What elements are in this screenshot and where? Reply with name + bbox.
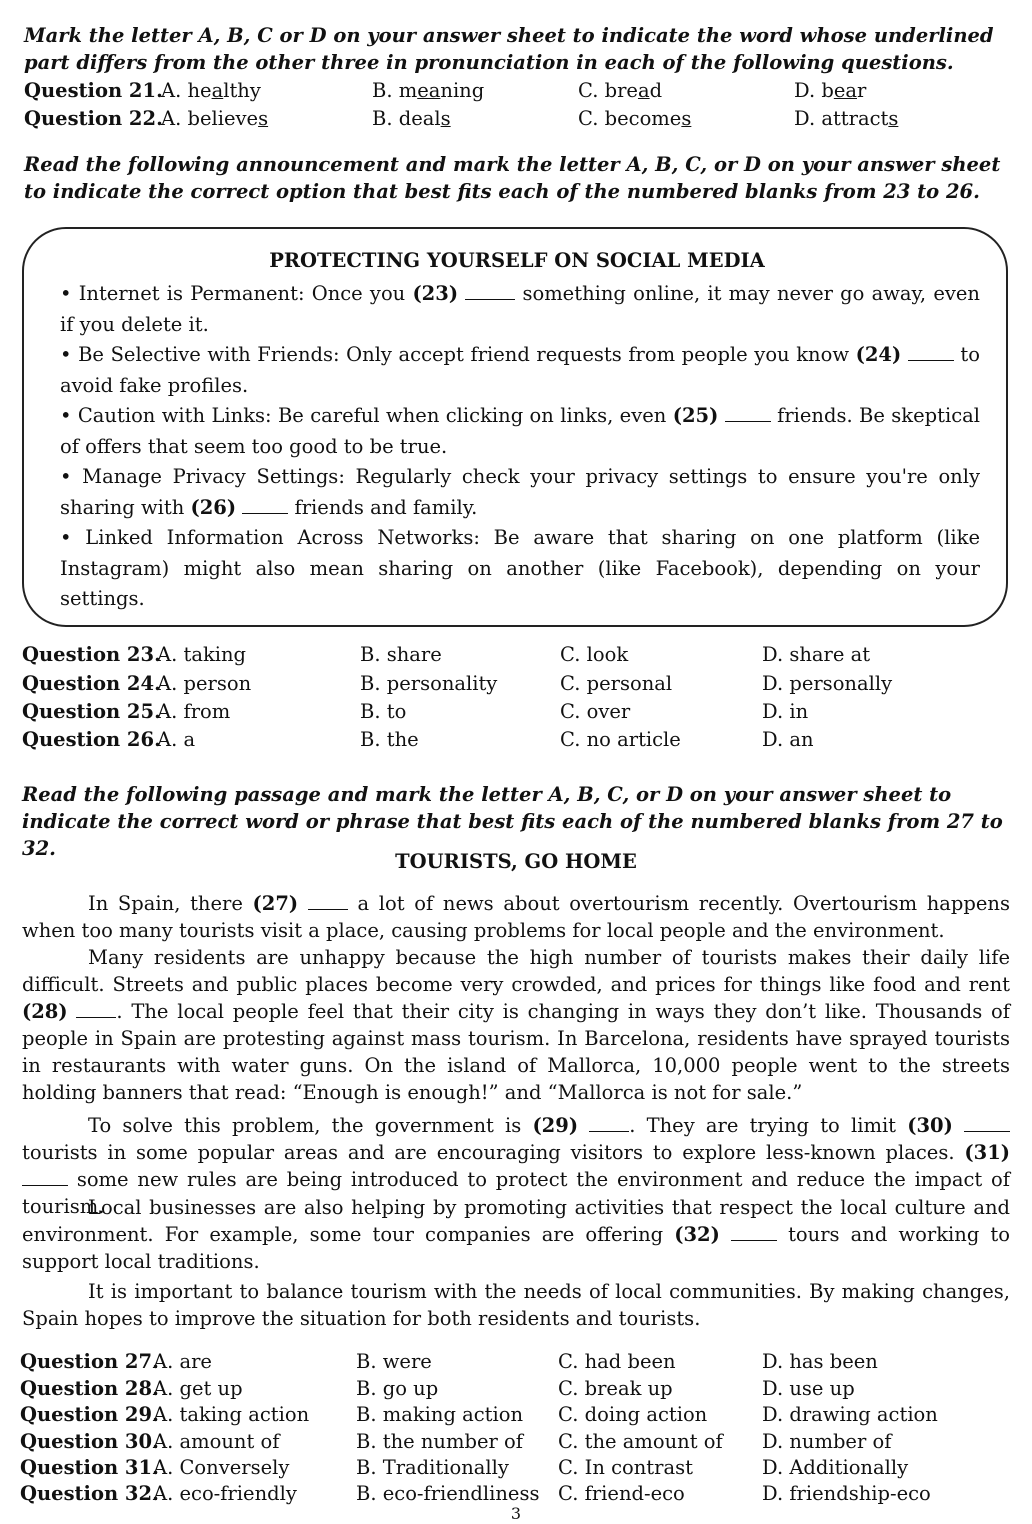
blank-line: [76, 1000, 116, 1018]
option-b: B. to: [360, 700, 407, 723]
question-row: [22, 698, 1012, 726]
option-d: D. share at: [762, 643, 871, 666]
option-d: D. an: [762, 728, 814, 751]
option-d: D. has been: [762, 1350, 878, 1373]
bullet-item: [60, 340, 980, 401]
underlined-part: s: [888, 107, 899, 130]
passage-text: Local businesses are also helping by promoting activities that respect the local culture and environment. For example, some tour companies are offering: [22, 1196, 1010, 1246]
underlined-part: ea: [833, 79, 857, 102]
question-number: Question 25.: [22, 700, 161, 723]
bullet-text: • Linked Information Across Networks: Be aware that sharing on one platform (like Instagram) might also mean sharing on another (like Facebook), depending on your settings.: [60, 526, 980, 610]
blank-number: (23): [412, 282, 459, 305]
option-b: B. were: [356, 1350, 432, 1373]
option-b: B. eco-friendliness: [356, 1482, 540, 1505]
passage-paragraph: [22, 890, 1010, 944]
blank-line: [964, 1114, 1010, 1132]
option-b: B. making action: [356, 1403, 524, 1426]
option-a: A. person: [157, 672, 252, 695]
question-number: Question 26.: [22, 728, 161, 751]
option-b: B. deals: [372, 107, 451, 130]
option-a: A. amount of: [153, 1430, 280, 1453]
option-c: C. over: [560, 700, 631, 723]
passage-text: To solve this problem, the government is: [88, 1114, 533, 1137]
bullet-text: friends. Be skeptical of offers that seem too good to be true.: [60, 404, 981, 458]
option-a: A. a: [157, 728, 196, 751]
option-d: D. Additionally: [762, 1456, 909, 1479]
option-b: B. personality: [360, 672, 498, 695]
blank-number: (27): [252, 892, 299, 915]
option-b: B. share: [360, 643, 442, 666]
blank-line: [725, 404, 771, 422]
underlined-part: ea: [417, 79, 441, 102]
section3-instruction: Read the following passage and mark the letter A, B, C, or D on your answer sheet to indicate the correct word or phrase that best fits each of the numbered blanks from 27 to 32.: [22, 783, 1003, 860]
option-c: C. no article: [560, 728, 681, 751]
option-b: B. Traditionally: [356, 1456, 509, 1479]
blank-line: [731, 1223, 777, 1241]
announcement-title: PROTECTING YOURSELF ON SOCIAL MEDIA: [269, 249, 765, 272]
option-c: C. In contrast: [558, 1456, 693, 1479]
blank-number: (26): [190, 495, 237, 519]
option-d: D. attracts: [794, 107, 899, 130]
option-d: D. in: [762, 700, 809, 723]
blank-line: [589, 1114, 629, 1132]
option-b: B. the number of: [356, 1430, 523, 1453]
option-d: D. number of: [762, 1430, 892, 1453]
option-d: D. drawing action: [762, 1403, 938, 1426]
bullet-text: • Caution with Links: Be careful when clicking on links, even: [60, 404, 673, 427]
underlined-part: a: [211, 79, 224, 102]
option-b: B. the: [360, 728, 419, 751]
question-row: [22, 670, 1012, 698]
question-row: [22, 641, 1012, 669]
passage-paragraph: [22, 1278, 1010, 1332]
passage-text: . The local people feel that their city is changing in ways they don’t like. Thousands of people in Spain are protesting against mass tourism. In Barcelona, residents have sprayed tourists in restaurants with water guns. On the island of Mallorca, 10,000 people went to the streets holding banners that read: “Enough is enough!” and “Mallorca is not for sale.”: [22, 1000, 1011, 1104]
blank-number: (28): [22, 1000, 68, 1023]
option-d: D. use up: [762, 1377, 855, 1400]
bullet-text: to avoid fake profiles.: [60, 343, 981, 397]
option-a: A. eco-friendly: [153, 1482, 297, 1505]
blank-number: (24): [855, 343, 902, 366]
question-row: [20, 1375, 1010, 1403]
question-number: Question 22.: [24, 107, 163, 130]
option-d: D. friendship-eco: [762, 1482, 931, 1505]
passage-text: tourists in some popular areas and are encouraging visitors to explore less-known places.: [22, 1141, 965, 1164]
option-c: C. had been: [558, 1350, 676, 1373]
question-number: Question 31.: [20, 1456, 159, 1479]
question-row: [22, 726, 1012, 754]
underlined-part: a: [637, 79, 650, 102]
question-number: Question 28.: [20, 1377, 159, 1400]
question-row: [24, 77, 1014, 105]
announcement-box: [22, 227, 1008, 627]
option-b: B. meaning: [372, 79, 485, 102]
option-a: A. taking action: [153, 1403, 310, 1426]
underlined-part: s: [440, 107, 451, 130]
option-c: C. break up: [558, 1377, 673, 1400]
option-d: D. personally: [762, 672, 893, 695]
question-number: Question 29.: [20, 1403, 159, 1426]
question-number: Question 30.: [20, 1430, 159, 1453]
section1-instruction: Mark the letter A, B, C or D on your answer sheet to indicate the word whose underlined part differs from the other three in pronunciation in each of the following questions.: [24, 24, 994, 74]
option-c: C. the amount of: [558, 1430, 723, 1453]
underlined-part: s: [258, 107, 269, 130]
question-row: [20, 1428, 1010, 1456]
blank-line: [308, 892, 348, 910]
passage-text: . They are trying to limit: [629, 1114, 908, 1137]
passage-text: tours and working to support local traditions.: [22, 1223, 1010, 1273]
question-row: [20, 1401, 1010, 1429]
bullet-text: • Manage Privacy Settings: Regularly check your privacy settings to ensure you're only sharing with: [60, 465, 980, 519]
question-row: [20, 1348, 1010, 1376]
question-row: [20, 1454, 1010, 1482]
option-a: A. are: [153, 1350, 212, 1373]
passage-text: Many residents are unhappy because the high number of tourists makes their daily life difficult. Streets and public places become very crowded, and prices for things like food and rent: [22, 946, 1010, 996]
passage-text: It is important to balance tourism with the needs of local communities. By making changes, Spain hopes to improve the situation for both residents and tourists.: [22, 1280, 1010, 1330]
option-c: C. becomes: [578, 107, 692, 130]
blank-line: [22, 1168, 68, 1186]
blank-line: [908, 343, 954, 361]
passage-paragraph: [22, 944, 1010, 1106]
bullet-item: [60, 401, 980, 462]
option-c: C. look: [560, 643, 629, 666]
question-number: Question 32.: [20, 1482, 159, 1505]
option-c: C. bread: [578, 79, 663, 102]
underlined-part: s: [681, 107, 692, 130]
blank-number: (30): [907, 1114, 953, 1137]
bullet-item: [60, 523, 980, 615]
option-c: C. personal: [560, 672, 673, 695]
option-d: D. bear: [794, 79, 867, 102]
passage-text: a lot of news about overtourism recently. Overtourism happens when too many tourists visit a place, causing problems for local people and the environment.: [22, 892, 1010, 942]
option-a: A. believes: [161, 107, 269, 130]
passage-text: In Spain, there: [88, 892, 253, 915]
option-c: C. doing action: [558, 1403, 708, 1426]
question-number: Question 24.: [22, 672, 161, 695]
question-row: [24, 105, 1014, 133]
page-number: 3: [510, 1504, 522, 1523]
passage-text: some new rules are being introduced to protect the environment and reduce the impact of tourism.: [22, 1168, 1010, 1218]
question-number: Question 21.: [24, 79, 163, 102]
blank-line: [242, 496, 288, 514]
section2-instruction: Read the following announcement and mark the letter A, B, C, or D on your answer sheet to indicate the correct option that best fits each of the numbered blanks from 23 to 26.: [24, 153, 1001, 203]
blank-line: [465, 282, 515, 300]
option-a: A. healthy: [161, 79, 261, 102]
question-number: Question 23.: [22, 643, 161, 666]
option-b: B. go up: [356, 1377, 439, 1400]
bullet-text: • Internet is Permanent: Once you: [60, 282, 413, 305]
blank-number: (32): [674, 1223, 720, 1246]
option-a: A. Conversely: [153, 1456, 290, 1479]
option-c: C. friend-eco: [558, 1482, 685, 1505]
bullet-item: [60, 279, 980, 340]
passage-title: TOURISTS, GO HOME: [395, 850, 637, 873]
option-a: A. taking: [157, 643, 247, 666]
blank-number: (25): [672, 404, 719, 427]
question-number: Question 27.: [20, 1350, 159, 1373]
bullet-text: something online, it may never go away, even if you delete it.: [60, 282, 980, 336]
option-a: A. get up: [153, 1377, 243, 1400]
passage-paragraph: [22, 1194, 1010, 1275]
bullet-item: [60, 462, 980, 523]
bullet-text: friends and family.: [288, 495, 478, 519]
blank-number: (31): [964, 1141, 1010, 1164]
bullet-text: • Be Selective with Friends: Only accept friend requests from people you know: [60, 343, 856, 366]
blank-number: (29): [532, 1114, 579, 1137]
option-a: A. from: [157, 700, 231, 723]
